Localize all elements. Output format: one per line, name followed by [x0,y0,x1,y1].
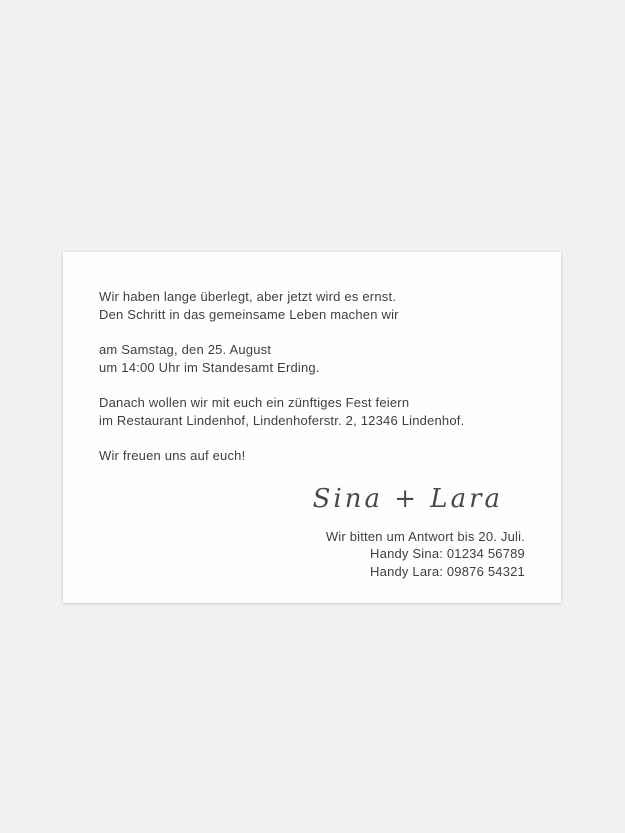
rsvp-phone-lara: Handy Lara: 09876 54321 [370,563,525,579]
invitation-text-line: um 14:00 Uhr im Standesamt Erding. [99,359,320,375]
invitation-text-line: im Restaurant Lindenhof, Lindenhoferstr. 2, 12346 Lindenhof. [99,412,465,428]
rsvp-block [99,528,525,581]
invitation-text-line: Den Schritt in das gemeinsame Leben machen wir [99,306,399,322]
invitation-text-line: Danach wollen wir mit euch ein zünftiges Fest feiern [99,395,410,410]
invitation-card [63,252,561,603]
date-time-paragraph [99,341,525,376]
invitation-text-line: Wir freuen uns auf euch! [99,448,246,463]
closing-paragraph [99,447,525,465]
celebration-location-paragraph [99,394,525,429]
rsvp-phone-sina: Handy Sina: 01234 56789 [370,546,525,561]
intro-paragraph [99,288,525,323]
invitation-body-text [99,288,525,465]
invitation-text-line: am Samstag, den 25. August [99,342,272,357]
invitation-text-line: Wir haben lange überlegt, aber jetzt wird es ernst. [99,289,397,304]
rsvp-deadline-line: Wir bitten um Antwort bis 20. Juli. [325,528,525,544]
signature-names: Sina + Lara [312,483,503,514]
